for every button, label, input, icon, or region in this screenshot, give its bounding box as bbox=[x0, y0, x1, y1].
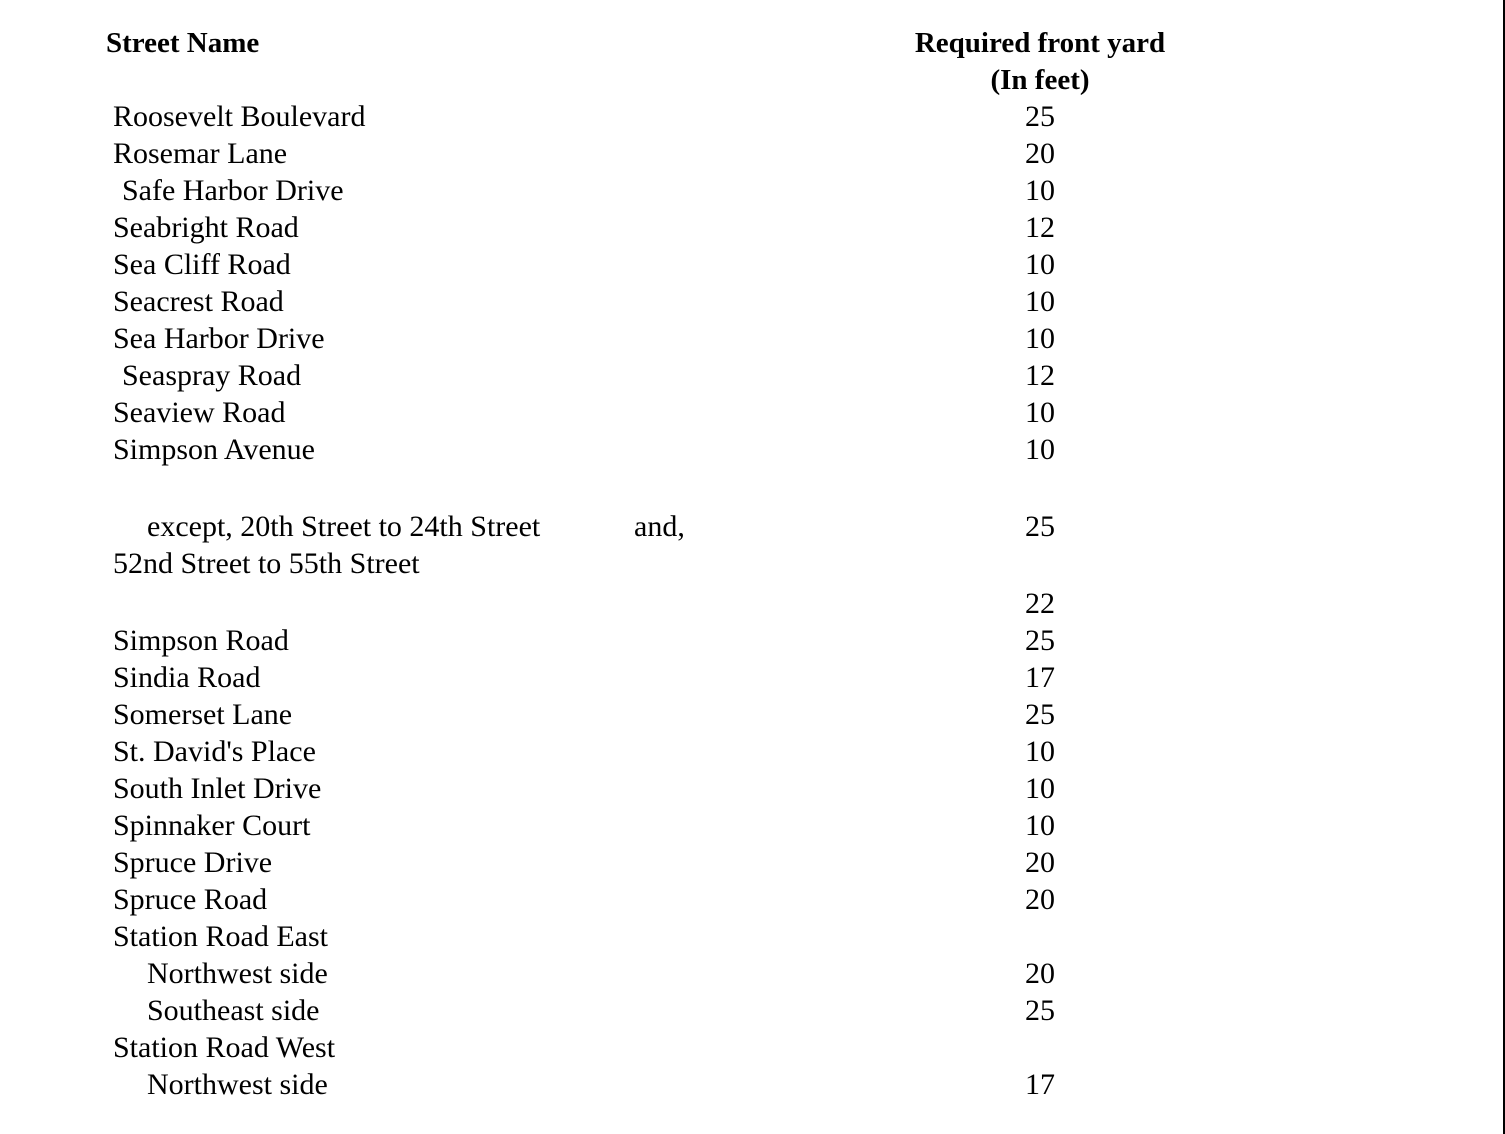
table-row bbox=[0, 696, 1505, 733]
table-row bbox=[0, 172, 1505, 209]
table-row bbox=[0, 209, 1505, 246]
table-row bbox=[0, 918, 1505, 955]
table-row bbox=[0, 992, 1505, 1029]
street-name: South Inlet Drive bbox=[113, 772, 322, 805]
street-name: Seaspray Road bbox=[122, 359, 302, 392]
street-side: Northwest side bbox=[147, 1068, 328, 1101]
street-name: Station Road West bbox=[113, 1031, 336, 1064]
table-row bbox=[0, 508, 1505, 545]
front-yard-value: 22 bbox=[1025, 587, 1055, 620]
front-yard-value: 10 bbox=[1025, 433, 1055, 466]
street-name: Roosevelt Boulevard bbox=[113, 100, 366, 133]
front-yard-value: 10 bbox=[1025, 809, 1055, 842]
column-header-required-front-yard bbox=[855, 25, 1225, 99]
column-header-yard-line1: Required front yard bbox=[914, 27, 1166, 59]
table-row bbox=[0, 955, 1505, 992]
street-table bbox=[0, 98, 1505, 1103]
street-name: St. David's Place bbox=[113, 735, 316, 768]
front-yard-value: 20 bbox=[1025, 957, 1055, 990]
street-name: Spruce Drive bbox=[113, 846, 273, 879]
table-row bbox=[0, 585, 1505, 622]
street-name: Station Road East bbox=[113, 920, 328, 953]
table-row bbox=[0, 807, 1505, 844]
street-name: Somerset Lane bbox=[113, 698, 293, 731]
street-name: Sindia Road bbox=[113, 661, 261, 694]
table-row bbox=[0, 135, 1505, 172]
street-exception-text: except, 20th Street to 24th Street bbox=[147, 510, 541, 543]
front-yard-value: 10 bbox=[1025, 174, 1055, 207]
front-yard-value: 10 bbox=[1025, 772, 1055, 805]
front-yard-value: 12 bbox=[1025, 211, 1055, 244]
street-name: Seacrest Road bbox=[113, 285, 284, 318]
table-row bbox=[0, 98, 1505, 135]
front-yard-value: 25 bbox=[1025, 100, 1055, 133]
front-yard-value: 10 bbox=[1025, 248, 1055, 281]
front-yard-value: 20 bbox=[1025, 846, 1055, 879]
table-row bbox=[0, 881, 1505, 918]
column-header-yard-line2: (In feet) bbox=[990, 64, 1090, 96]
street-exception-text: 52nd Street to 55th Street bbox=[113, 547, 420, 580]
table-row bbox=[0, 357, 1505, 394]
table-row bbox=[0, 283, 1505, 320]
table-row bbox=[0, 622, 1505, 659]
column-header-street-name: Street Name bbox=[106, 27, 260, 59]
front-yard-value: 10 bbox=[1025, 322, 1055, 355]
table-row bbox=[0, 659, 1505, 696]
table-row bbox=[0, 431, 1505, 468]
front-yard-value: 17 bbox=[1025, 661, 1055, 694]
street-name: Sea Harbor Drive bbox=[113, 322, 325, 355]
front-yard-value: 17 bbox=[1025, 1068, 1055, 1101]
street-name: Spinnaker Court bbox=[113, 809, 311, 842]
front-yard-value: 10 bbox=[1025, 285, 1055, 318]
street-side: Northwest side bbox=[147, 957, 328, 990]
front-yard-value: 10 bbox=[1025, 396, 1055, 429]
street-name: Rosemar Lane bbox=[113, 137, 288, 170]
table-row bbox=[0, 545, 1505, 582]
street-name: Simpson Avenue bbox=[113, 433, 315, 466]
front-yard-value: 20 bbox=[1025, 137, 1055, 170]
table-row bbox=[0, 1066, 1505, 1103]
row-gap bbox=[0, 468, 1505, 508]
street-name: Simpson Road bbox=[113, 624, 289, 657]
table-row bbox=[0, 394, 1505, 431]
table-row bbox=[0, 246, 1505, 283]
street-name: Sea Cliff Road bbox=[113, 248, 291, 281]
front-yard-value: 25 bbox=[1025, 510, 1055, 543]
table-row bbox=[0, 770, 1505, 807]
front-yard-value: 25 bbox=[1025, 624, 1055, 657]
front-yard-value: 10 bbox=[1025, 735, 1055, 768]
table-row bbox=[0, 1029, 1505, 1066]
front-yard-value: 20 bbox=[1025, 883, 1055, 916]
front-yard-value: 25 bbox=[1025, 698, 1055, 731]
table-row bbox=[0, 733, 1505, 770]
street-name: Safe Harbor Drive bbox=[122, 174, 344, 207]
street-name: Seabright Road bbox=[113, 211, 299, 244]
street-name: Seaview Road bbox=[113, 396, 286, 429]
exception-conjunction: and, bbox=[634, 510, 685, 543]
street-side: Southeast side bbox=[147, 994, 320, 1027]
table-row bbox=[0, 320, 1505, 357]
table-row bbox=[0, 844, 1505, 881]
street-name: Spruce Road bbox=[113, 883, 268, 916]
front-yard-value: 25 bbox=[1025, 994, 1055, 1027]
front-yard-value: 12 bbox=[1025, 359, 1055, 392]
